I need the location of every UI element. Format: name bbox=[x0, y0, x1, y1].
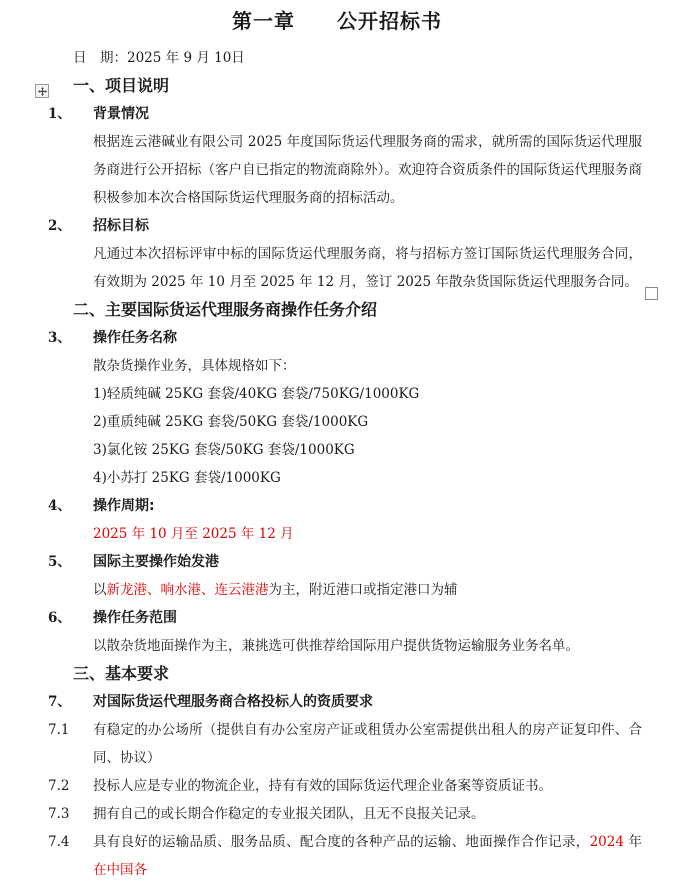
ports-prefix: 以 bbox=[93, 582, 107, 598]
item-6-number: 6、 bbox=[48, 610, 71, 626]
item-3-label: 操作任务名称 bbox=[93, 330, 177, 346]
item-3-number: 3、 bbox=[48, 330, 71, 346]
document-body bbox=[0, 44, 674, 884]
operation-period-line bbox=[0, 520, 674, 548]
item-4-label: 操作周期: bbox=[93, 498, 155, 514]
requirement-7-1-text: 有稳定的办公场所（提供自有办公室房产证或租赁办公室需提供出租人的房产证复印件、合同、协议） bbox=[93, 722, 642, 766]
spec-line-2: 2)重质纯碱 25KG 套袋/50KG 套袋/1000KG bbox=[93, 414, 369, 430]
item-5-label: 国际主要操作始发港 bbox=[93, 554, 219, 570]
spec-line-4: 4)小苏打 25KG 套袋/1000KG bbox=[93, 470, 281, 486]
requirement-7-3-text: 拥有自己的或长期合作稳定的专业报关团队，且无不良报关记录。 bbox=[93, 806, 485, 822]
requirement-7-2 bbox=[0, 772, 674, 800]
requirement-7-4-text-main: 具有良好的运输品质、服务品质、配合度的各种产品的运输、地面操作合作记录， bbox=[93, 834, 590, 850]
paragraph-tender-goal: 凡通过本次招标评审中标的国际货运代理服务商，将与招标方签订国际货运代理服务合同，有效期为 2025 年 10 月至 2025 年 12 月，签订 2025 年散杂货国际货运代理服务合同。 bbox=[93, 246, 642, 290]
item-4-number: 4、 bbox=[48, 498, 71, 514]
requirement-7-4-number: 7.4 bbox=[48, 834, 70, 850]
spec-intro-line: 散杂货操作业务，具体规格如下： bbox=[93, 358, 296, 374]
item-1-label: 背景情况 bbox=[93, 106, 149, 122]
date-line: 日 期：2025 年 9 月 10日 bbox=[73, 50, 245, 66]
requirement-7-1-number: 7.1 bbox=[48, 722, 70, 738]
requirement-7-4-red-tail: 在中国各 bbox=[93, 862, 147, 878]
item-4-operation-period bbox=[0, 492, 674, 520]
spec-line-3: 3)氯化铵 25KG 套袋/50KG 套袋/1000KG bbox=[93, 442, 355, 458]
requirement-7-1 bbox=[0, 716, 674, 772]
requirement-7-4-text bbox=[93, 828, 642, 884]
requirement-7-4-mid: 年 bbox=[623, 834, 643, 850]
item-1-background bbox=[0, 100, 674, 128]
item-3-task-name bbox=[0, 324, 674, 352]
item-7-label: 对国际货运代理服务商合格投标人的资质要求 bbox=[93, 694, 373, 710]
spec-line-1: 1)轻质纯碱 25KG 套袋/40KG 套袋/750KG/1000KG bbox=[93, 386, 420, 402]
item-2-number: 2、 bbox=[48, 218, 71, 234]
ports-red-list: 新龙港、响水港、连云港港 bbox=[106, 582, 269, 598]
requirement-7-4-red-year: 2024 bbox=[589, 834, 624, 850]
requirement-7-4 bbox=[0, 828, 674, 884]
section-heading-3: 三、基本要求 bbox=[73, 664, 170, 683]
requirement-7-2-text: 投标人应是专业的物流企业，持有有效的国际货运代理企业备案等资质证书。 bbox=[93, 778, 552, 794]
requirement-7-3 bbox=[0, 800, 674, 828]
item-7-qualification-requirements bbox=[0, 688, 674, 716]
section-heading-2: 二、主要国际货运代理服务商操作任务介绍 bbox=[73, 300, 378, 319]
item-2-label: 招标目标 bbox=[93, 218, 149, 234]
ports-line bbox=[0, 576, 674, 604]
operation-period-value: 2025 年 10 月至 2025 年 12 月 bbox=[93, 526, 294, 542]
item-5-number: 5、 bbox=[48, 554, 71, 570]
page-title: 第一章 公开招标书 bbox=[232, 9, 442, 33]
item-6-label: 操作任务范围 bbox=[93, 610, 177, 626]
requirement-7-3-number: 7.3 bbox=[48, 806, 70, 822]
item-5-origin-ports bbox=[0, 548, 674, 576]
section-heading-1: 一、项目说明 bbox=[73, 76, 170, 95]
task-scope-line: 以散杂货地面操作为主，兼挑选可供推荐给国际用户提供货物运输服务业务名单。 bbox=[93, 638, 579, 654]
paragraph-background-info: 根据连云港碱业有限公司 2025 年度国际货运代理服务商的需求，就所需的国际货运代理服务商进行公开招标（客户自已指定的物流商除外）。欢迎符合资质条件的国际货运代理服务商积极参加本次合格国际货运代理服务商的招标活动。 bbox=[93, 134, 642, 206]
ports-suffix: 为主，附近港口或指定港口为辅 bbox=[268, 582, 458, 598]
item-7-number: 7、 bbox=[48, 694, 71, 710]
item-6-task-scope bbox=[0, 604, 674, 632]
item-2-tender-goal bbox=[0, 212, 674, 240]
requirement-7-2-number: 7.2 bbox=[48, 778, 70, 794]
item-1-number: 1、 bbox=[48, 106, 71, 122]
